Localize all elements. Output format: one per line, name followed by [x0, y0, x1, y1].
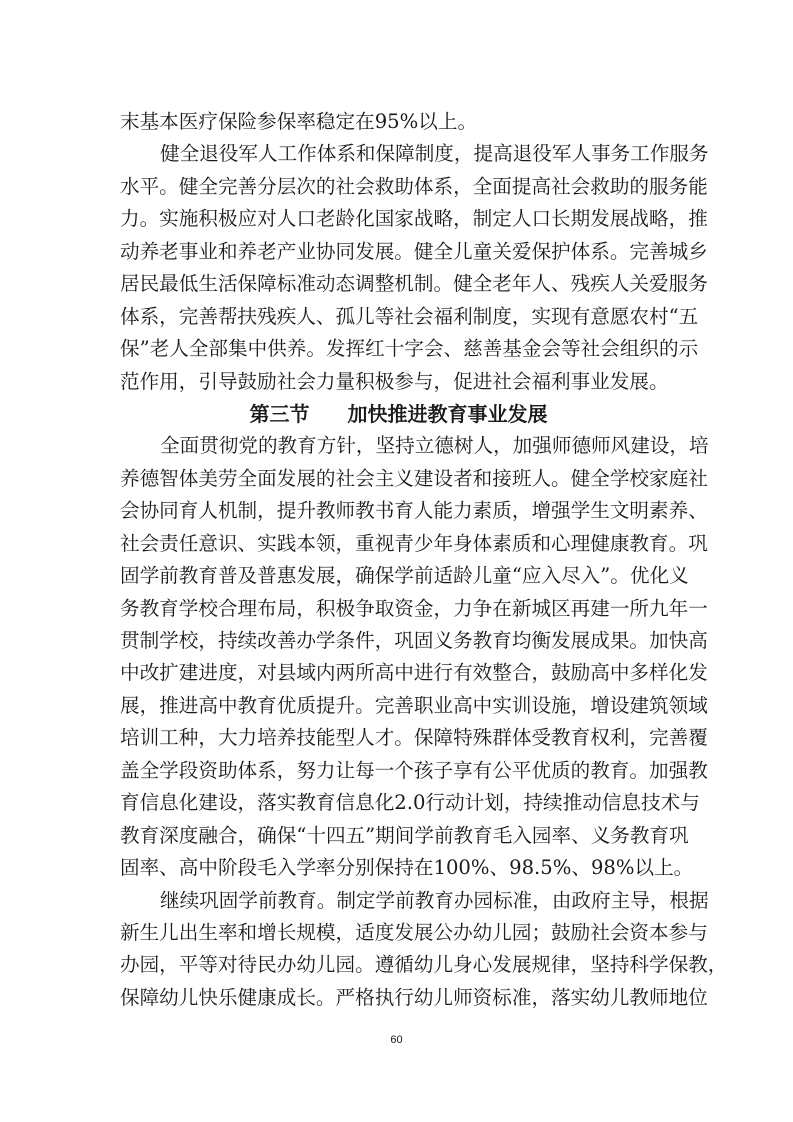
text-line: 展，推进高中教育优质提升。完善职业高中实训设施，增设建筑领域	[120, 693, 708, 717]
text-line: 继续巩固学前教育。制定学前教育办园标准，由政府主导，根据	[160, 888, 709, 912]
paragraph	[120, 430, 709, 884]
text-line: 固率、高中阶段毛入学率分别保持在100%、98.5%、98%以上。	[120, 856, 694, 880]
section-title: 加快推进教育事业发展	[347, 401, 548, 426]
section-number: 第三节	[249, 401, 310, 426]
section-heading	[120, 398, 677, 430]
text-line: 社会责任意识、实践本领，重视青少年身体素质和心理健康教育。巩	[120, 531, 708, 555]
text-line: 育信息化建设，落实教育信息化2.0行动计划，持续推动信息技术与	[120, 791, 700, 815]
page-number: 60	[390, 1034, 403, 1046]
text-line: 体系，完善帮扶残疾人、孤儿等社会福利制度，实现有意愿农村“五	[120, 304, 699, 328]
text-line: 培训工种，大力培养技能型人才。保障特殊群体受教育权利，完善覆	[120, 726, 708, 750]
text-line: 会协同育人机制，提升教师教书育人能力素质，增强学生文明素养、	[120, 499, 708, 523]
paragraph	[120, 885, 728, 1015]
text-line: 固学前教育普及普惠发展，确保学前适龄儿童“应入尽入”。优化义	[120, 564, 689, 588]
text-line: 全面贯彻党的教育方针，坚持立德树人，加强师德师风建设，培	[160, 434, 709, 458]
text-line: 末基本医疗保险参保率稳定在95%以上。	[120, 110, 478, 133]
text-line: 力。实施积极应对人口老龄化国家战略，制定人口长期发展战略，推	[120, 207, 708, 231]
text-line: 水平。健全完善分层次的社会救助体系，全面提高社会救助的服务能	[120, 174, 708, 198]
paragraph	[120, 138, 709, 398]
text-line: 保障幼儿快乐健康成长。严格执行幼儿师资标准，落实幼儿教师地位	[120, 985, 708, 1009]
text-line: 健全退役军人工作体系和保障制度，提高退役军人事务工作服务	[160, 142, 709, 166]
text-line: 居民最低生活保障标准动态调整机制。健全老年人、残疾人关爱服务	[120, 272, 708, 296]
text-line: 贯制学校，持续改善办学条件，巩固义务教育均衡发展成果。加快高	[120, 629, 708, 652]
document-body	[120, 106, 728, 1014]
paragraphs-after-section	[120, 430, 728, 1014]
text-line: 教育深度融合，确保“十四五”期间学前教育毛入园率、义务教育巩	[120, 823, 689, 847]
text-line: 务教育学校合理布局，积极争取资金，力争在新城区再建一所九年一	[120, 596, 708, 620]
paragraphs-before-section	[120, 106, 709, 398]
text-line: 办园，平等对待民办幼儿园。遵循幼儿身心发展规律，坚持科学保教，	[120, 953, 728, 977]
text-line: 范作用，引导鼓励社会力量积极参与，促进社会福利事业发展。	[120, 369, 669, 393]
text-line: 保”老人全部集中供养。发挥红十字会、慈善基金会等社会组织的示	[120, 337, 699, 361]
text-line: 中改扩建进度，对县域内两所高中进行有效整合，鼓励高中多样化发	[120, 661, 708, 685]
text-line: 新生儿出生率和增长规模，适度发展公办幼儿园；鼓励社会资本参与	[120, 920, 708, 944]
text-line: 养德智体美劳全面发展的社会主义建设者和接班人。健全学校家庭社	[120, 466, 708, 490]
text-line: 盖全学段资助体系，努力让每一个孩子享有公平优质的教育。加强教	[120, 758, 708, 782]
text-line: 动养老事业和养老产业协同发展。健全儿童关爱保护体系。完善城乡	[120, 239, 708, 263]
paragraph	[120, 106, 677, 138]
